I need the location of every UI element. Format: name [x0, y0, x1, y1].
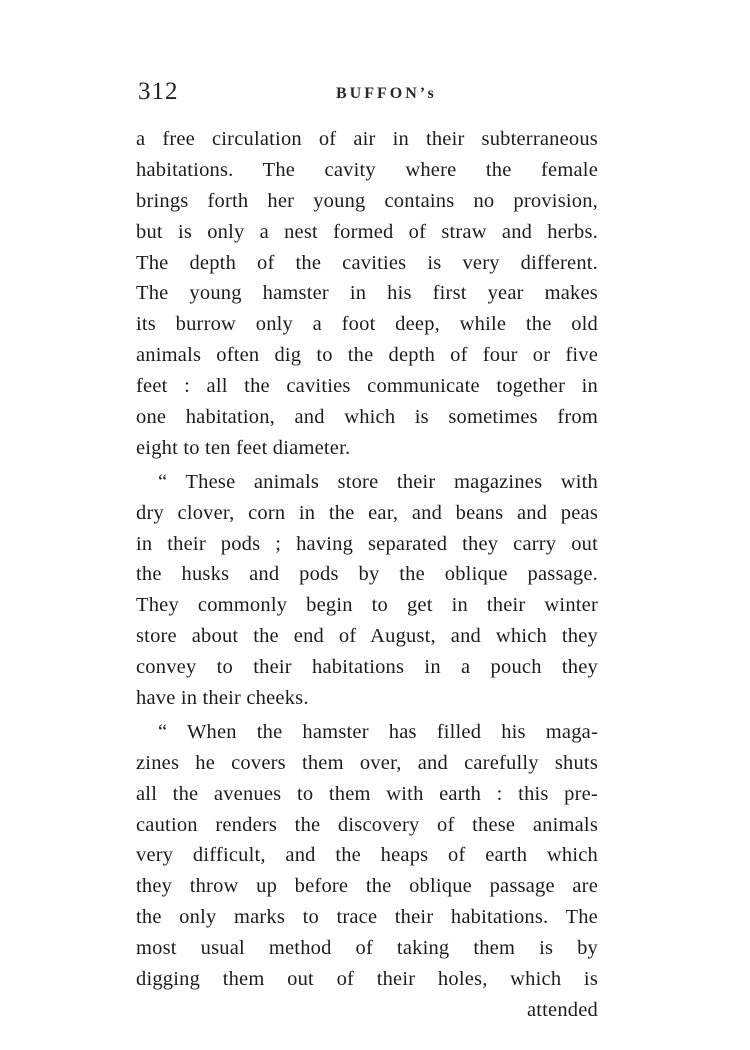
text-line: all the avenues to them with earth : this pre-: [136, 782, 598, 805]
text-line: the husks and pods by the oblique passage.: [136, 563, 598, 586]
text-line: they throw up before the oblique passage are: [136, 875, 598, 898]
text-line: animals often dig to the depth of four or five: [136, 344, 598, 367]
text-line: but is only a nest formed of straw and herbs.: [136, 220, 598, 243]
paragraph-end-line: eight to ten feet diameter.: [136, 436, 351, 459]
text-line: caution renders the discovery of these animals: [136, 813, 598, 836]
text-line: store about the end of August, and which they: [136, 625, 598, 648]
text-line: brings forth her young contains no provision,: [136, 189, 598, 212]
text-line: a free circulation of air in their subterraneous: [136, 128, 598, 150]
text-line: zines he covers them over, and carefully shuts: [136, 751, 598, 774]
running-head: BUFFON’s: [336, 85, 437, 102]
paragraph-end-line: have in their cheeks.: [136, 687, 309, 710]
text-line: convey to their habitations in a pouch they: [136, 656, 598, 679]
text-line: The young hamster in his first year makes: [136, 282, 598, 305]
page-number: 312: [138, 78, 179, 105]
text-line: most usual method of taking them is by: [136, 937, 598, 960]
text-line: very difficult, and the heaps of earth which: [136, 844, 598, 867]
text-line: dry clover, corn in the ear, and beans and peas: [136, 501, 598, 524]
text-line: habitations. The cavity where the female: [136, 158, 598, 181]
paragraph-start-line: “ These animals store their magazines with: [158, 470, 598, 493]
body-text: [136, 124, 598, 1026]
catchword: attended: [526, 998, 598, 1021]
text-line: in their pods ; having separated they carry out: [136, 532, 598, 555]
text-line: its burrow only a foot deep, while the old: [136, 313, 598, 336]
text-line: the only marks to trace their habitations. The: [136, 906, 598, 929]
page-header: [138, 78, 598, 112]
text-line: feet : all the cavities communicate together in: [136, 375, 598, 398]
text-line: The depth of the cavities is very different.: [136, 251, 598, 274]
text-line: one habitation, and which is sometimes from: [136, 406, 598, 429]
text-line: They commonly begin to get in their winter: [136, 594, 598, 617]
text-line: digging them out of their holes, which is: [136, 968, 598, 991]
paragraph-start-line: “ When the hamster has filled his maga-: [158, 720, 598, 743]
